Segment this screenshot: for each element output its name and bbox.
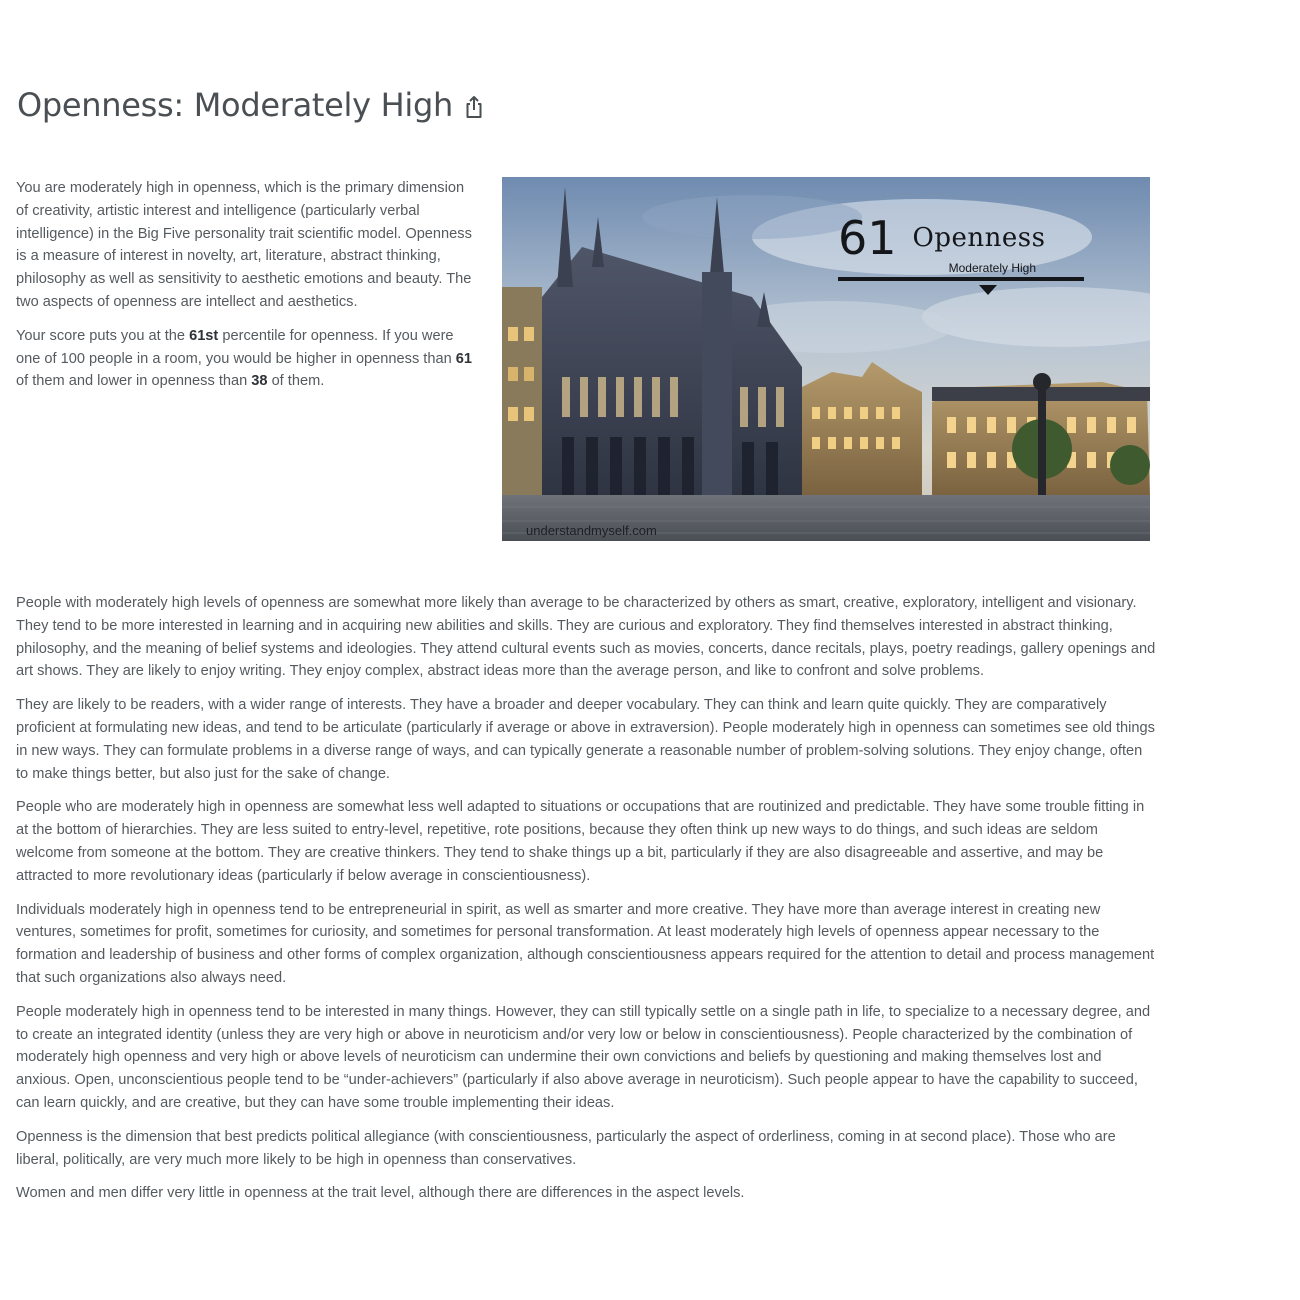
intro-text-segment: Your score puts you at the xyxy=(16,327,190,344)
lower-count: 38 xyxy=(251,373,268,390)
trait-name: Openness xyxy=(912,223,1046,253)
page-title: Openness: Moderately High xyxy=(17,86,453,124)
watermark: understandmyself.com xyxy=(526,523,657,538)
caret-down-icon xyxy=(979,285,997,295)
higher-count: 61 xyxy=(455,350,472,367)
description-paragraph: People with moderately high levels of openness are somewhat more likely than average to be characterized by others as smart, creative, exploratory, intelligent and visionary. They tend to be more interested in learning and in acquiring new abilities and skills. They are curious and exploratory. They find themselves interested in abstract thinking, philosophy, and the meaning of belief systems and ideologies. They attend cultural events such as movies, concerts, dance recitals, plays, poetry readings, gallery openings and art shows. They are likely to enjoy writing. They enjoy complex, abstract ideas more than the average person, and like to confront and solve problems. xyxy=(16,595,1156,680)
share-icon[interactable] xyxy=(463,94,485,120)
score-underline xyxy=(838,277,1084,281)
score-row xyxy=(838,211,1084,265)
percentile-value: 61st xyxy=(189,327,219,344)
page-title-row xyxy=(17,86,485,124)
trait-level: Moderately High xyxy=(948,261,1036,275)
intro-text-segment: percentile for openness. If you were one of 100 people in a room, you would be higher in openness than xyxy=(16,327,456,367)
intro-text xyxy=(16,177,478,404)
description-paragraph: Individuals moderately high in openness tend to be entrepreneurial in spirit, as well as smarter and more creative. They have more than average interest in creating new ventures, sometimes for profit, sometimes for curiosity, and sometimes for personal transformation. At least moderately high levels of openness appear necessary to the formation and leadership of business and other forms of complex organization, although conscientiousness appears required for the attention to detail and process management that such organizations also always need. xyxy=(16,901,1155,986)
description-paragraph: Openness is the dimension that best predicts political allegiance (with conscientiousness, particularly the aspect of orderliness, coming in at second place). Those who are liberal, politically, are very much more likely to be high in openness than conservatives. xyxy=(16,1128,1116,1168)
intro-text-segment: of them and lower in openness than xyxy=(16,373,252,390)
description-paragraph: People who are moderately high in openness are somewhat less well adapted to situations or occupations that are routinized and predictable. They have some trouble fitting in at the bottom of hierarchies. They are less suited to entry-level, repetitive, rote positions, because they often think up new ways to do things, and such ideas are seldom welcome from someone at the bottom. They are creative thinkers. They tend to shake things up a bit, particularly if they are also disagreeable and assertive, and may be attracted to more revolutionary ideas (particularly if below average in conscientiousness). xyxy=(16,799,1145,884)
intro-paragraph-2 xyxy=(16,325,478,393)
description-paragraph: They are likely to be readers, with a wider range of interests. They have a broader and deeper vocabulary. They can think and learn quite quickly. They are comparatively proficient at formulating new ideas, and tend to be articulate (particularly if average or above in extraversion). People moderately high in openness can sometimes see old things in new ways. They can formulate problems in a diverse range of ways, and can typically generate a reasonable number of problem-solving solutions. They enjoy change, often to make things better, but also just for the sake of change. xyxy=(16,697,1155,782)
description-body xyxy=(16,592,1156,1216)
score-value: 61 xyxy=(838,211,897,265)
description-paragraph: People moderately high in openness tend to be interested in many things. However, they can still typically settle on a single path in life, to specialize to a necessary degree, and to create an integrated identity (unless they are very high or above in neuroticism and/or very low or below in conscientiousness). People characterized by the combination of moderately high openness and very high or above levels of neuroticism can undermine their own convictions and beliefs by questioning and making themselves lost and anxious. Open, unconscientious people tend to be “under-achievers” (particularly if also above average in neuroticism). Such people appear to have the capability to succeed, can learn quickly, and are creative, but they can have some trouble implementing their ideas. xyxy=(16,1003,1151,1111)
description-paragraph: Women and men differ very little in openness at the trait level, although there are differences in the aspect levels. xyxy=(16,1185,745,1202)
hero-image xyxy=(502,177,1150,541)
score-overlay xyxy=(838,211,1084,295)
intro-text-segment: of them. xyxy=(267,373,325,390)
intro-paragraph-1: You are moderately high in openness, which is the primary dimension of creativity, artistic interest and intelligence (particularly verbal intelligence) in the Big Five personality trait scientific model. Openness is a measure of interest in novelty, art, literature, abstract thinking, philosophy as well as sensitivity to aesthetic emotions and beauty. The two aspects of openness are intellect and aesthetics. xyxy=(16,180,472,310)
